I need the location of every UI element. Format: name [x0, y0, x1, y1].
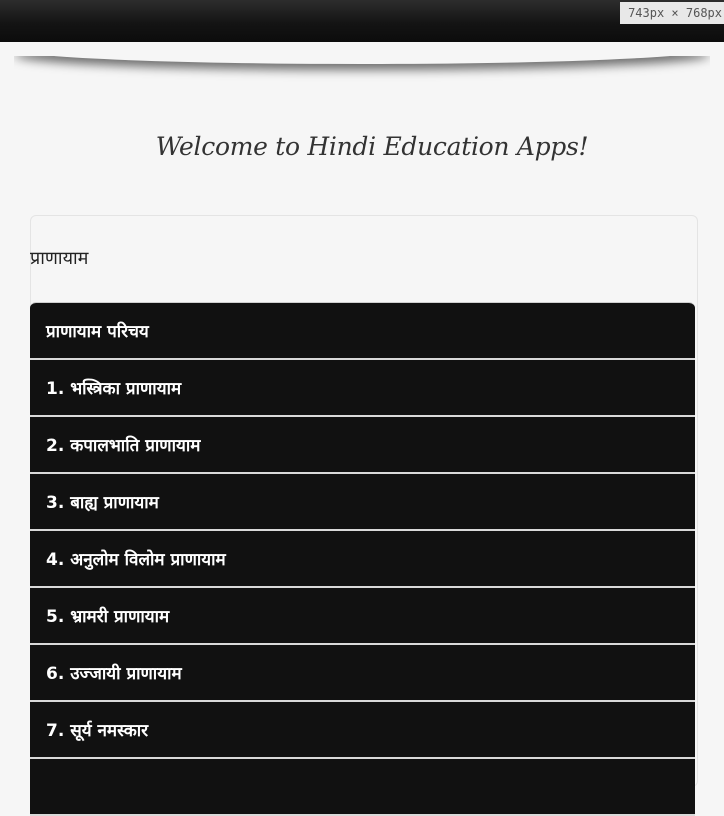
list-item-anulom-vilom[interactable] — [30, 531, 695, 588]
list-item-ujjayi[interactable] — [30, 645, 695, 702]
list-item-label: 3. बाह्य प्राणायाम — [46, 493, 159, 513]
list-item-introduction[interactable] — [30, 303, 695, 360]
lesson-list — [30, 302, 695, 816]
top-header-bar — [0, 0, 724, 42]
list-item-label: 5. भ्रामरी प्राणायाम — [46, 607, 170, 627]
list-item-label: 6. उज्जायी प्राणायाम — [46, 664, 182, 684]
list-item-label: 2. कपालभाति प्राणायाम — [46, 436, 201, 456]
list-item-bhastrika[interactable] — [30, 360, 695, 417]
list-item-label: 4. अनुलोम विलोम प्राणायाम — [46, 550, 226, 570]
page-title: Welcome to Hindi Education Apps! — [155, 132, 589, 161]
list-item-label: 1. भस्त्रिका प्राणायाम — [46, 379, 182, 399]
list-item-surya-namaskar[interactable] — [30, 702, 695, 759]
list-item-next[interactable] — [30, 759, 695, 816]
section-title: प्राणायाम — [30, 248, 89, 269]
viewport-size-readout: 743px × 768px — [620, 2, 724, 24]
list-item-bhramari[interactable] — [30, 588, 695, 645]
header-shadow-divider — [14, 56, 710, 82]
list-item-kapalbhati[interactable] — [30, 417, 695, 474]
list-item-label: 7. सूर्य नमस्कार — [46, 721, 149, 741]
list-item-bahya[interactable] — [30, 474, 695, 531]
list-item-label: प्राणायाम परिचय — [46, 322, 149, 342]
